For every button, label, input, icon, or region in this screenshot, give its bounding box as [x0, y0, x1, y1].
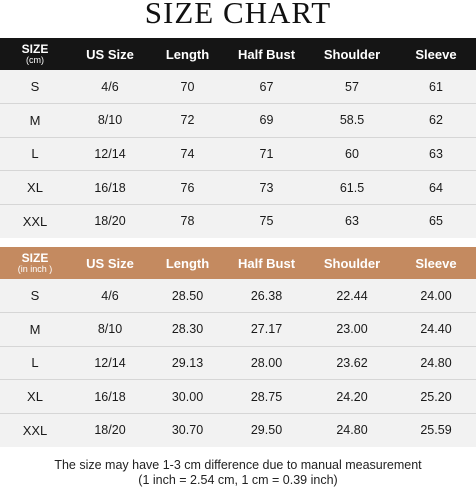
size-label-cell: L	[0, 137, 70, 171]
table-cell: 71	[225, 137, 308, 171]
table-cell: 60	[308, 137, 396, 171]
table-cell: 24.20	[308, 380, 396, 414]
table-row	[0, 137, 476, 171]
table-row	[0, 204, 476, 238]
table-cell: 12/14	[70, 346, 150, 380]
size-header-label: SIZE	[21, 42, 49, 56]
table-cell: 62	[396, 104, 476, 138]
size-column-header	[0, 38, 70, 70]
column-header-sleeve: Sleeve	[415, 46, 457, 62]
size-table-inch	[0, 247, 476, 447]
table-cell: 29.50	[250, 423, 283, 438]
table-row	[0, 413, 476, 447]
size-header-label: SIZE	[21, 251, 49, 265]
table-cell: 28.75	[225, 380, 308, 414]
table-cell: 73	[225, 171, 308, 205]
table-cell: 16/18	[70, 171, 150, 205]
size-table-cm	[0, 38, 476, 238]
size-label-cell: XXL	[22, 213, 48, 229]
size-label-cell: XL	[0, 171, 70, 205]
table-row	[0, 380, 476, 414]
table-header-row	[0, 247, 476, 279]
table-cell: 23.62	[308, 346, 396, 380]
table-cell: 63	[396, 137, 476, 171]
table-row	[0, 346, 476, 380]
table-cell: 76	[150, 171, 225, 205]
size-label-cell: L	[0, 346, 70, 380]
size-label-cell: XL	[0, 380, 70, 414]
table-cell: 18/20	[94, 423, 126, 438]
table-cell: 28.50	[150, 279, 225, 313]
table-cell: 28.30	[150, 313, 225, 347]
column-header-sleeve: Sleeve	[415, 255, 457, 271]
table-cell: 23.00	[308, 313, 396, 347]
table-cell: 22.44	[308, 279, 396, 313]
table-row	[0, 171, 476, 205]
table-cell: 24.40	[396, 313, 476, 347]
conversion-note: (1 inch = 2.54 cm, 1 cm = 0.39 inch)	[138, 473, 338, 487]
table-cell: 67	[225, 70, 308, 104]
size-label-cell: XXL	[22, 422, 48, 438]
size-label-cell: S	[0, 279, 70, 313]
table-cell: 29.13	[150, 346, 225, 380]
table-cell: 25.20	[396, 380, 476, 414]
column-header-half-bust: Half Bust	[237, 255, 296, 271]
unit-label: (in inch )	[17, 264, 53, 274]
column-header-length: Length	[165, 46, 210, 62]
table-cell: 57	[308, 70, 396, 104]
column-header-shoulder: Shoulder	[323, 46, 381, 62]
table-header-row	[0, 38, 476, 70]
page-title: SIZE CHART	[144, 0, 332, 30]
table-cell: 8/10	[70, 104, 150, 138]
table-cell: 16/18	[70, 380, 150, 414]
table-row	[0, 313, 476, 347]
unit-label: (cm)	[26, 55, 44, 65]
table-cell: 4/6	[70, 279, 150, 313]
table-cell: 61	[396, 70, 476, 104]
table-cell: 12/14	[70, 137, 150, 171]
size-label-cell: M	[0, 313, 70, 347]
table-row	[0, 104, 476, 138]
table-row	[0, 279, 476, 313]
column-header-shoulder: Shoulder	[323, 255, 381, 271]
measurement-note: The size may have 1-3 cm difference due to manual measurement	[54, 458, 422, 472]
table-cell: 27.17	[225, 313, 308, 347]
column-header-us-size: US Size	[86, 255, 134, 271]
table-cell: 25.59	[420, 423, 452, 438]
table-cell: 78	[180, 214, 195, 229]
size-label-cell: S	[0, 70, 70, 104]
table-cell: 64	[396, 171, 476, 205]
column-header-us-size: US Size	[86, 46, 134, 62]
table-cell: 26.38	[225, 279, 308, 313]
column-header-length: Length	[165, 255, 210, 271]
table-cell: 69	[225, 104, 308, 138]
table-cell: 30.00	[150, 380, 225, 414]
table-row	[0, 70, 476, 104]
table-cell: 63	[345, 214, 359, 229]
table-cell: 8/10	[70, 313, 150, 347]
table-cell: 30.70	[171, 423, 204, 438]
size-label-cell: M	[0, 104, 70, 138]
table-cell: 65	[429, 214, 443, 229]
table-cell: 70	[150, 70, 225, 104]
table-cell: 72	[150, 104, 225, 138]
table-cell: 18/20	[94, 214, 126, 229]
table-cell: 58.5	[308, 104, 396, 138]
size-column-header	[0, 247, 70, 279]
table-cell: 24.80	[336, 423, 368, 438]
table-cell: 24.80	[396, 346, 476, 380]
table-cell: 28.00	[225, 346, 308, 380]
table-cell: 74	[150, 137, 225, 171]
table-cell: 75	[259, 214, 274, 229]
table-cell: 61.5	[308, 171, 396, 205]
table-cell: 4/6	[70, 70, 150, 104]
table-cell: 24.00	[396, 279, 476, 313]
column-header-half-bust: Half Bust	[237, 46, 296, 62]
